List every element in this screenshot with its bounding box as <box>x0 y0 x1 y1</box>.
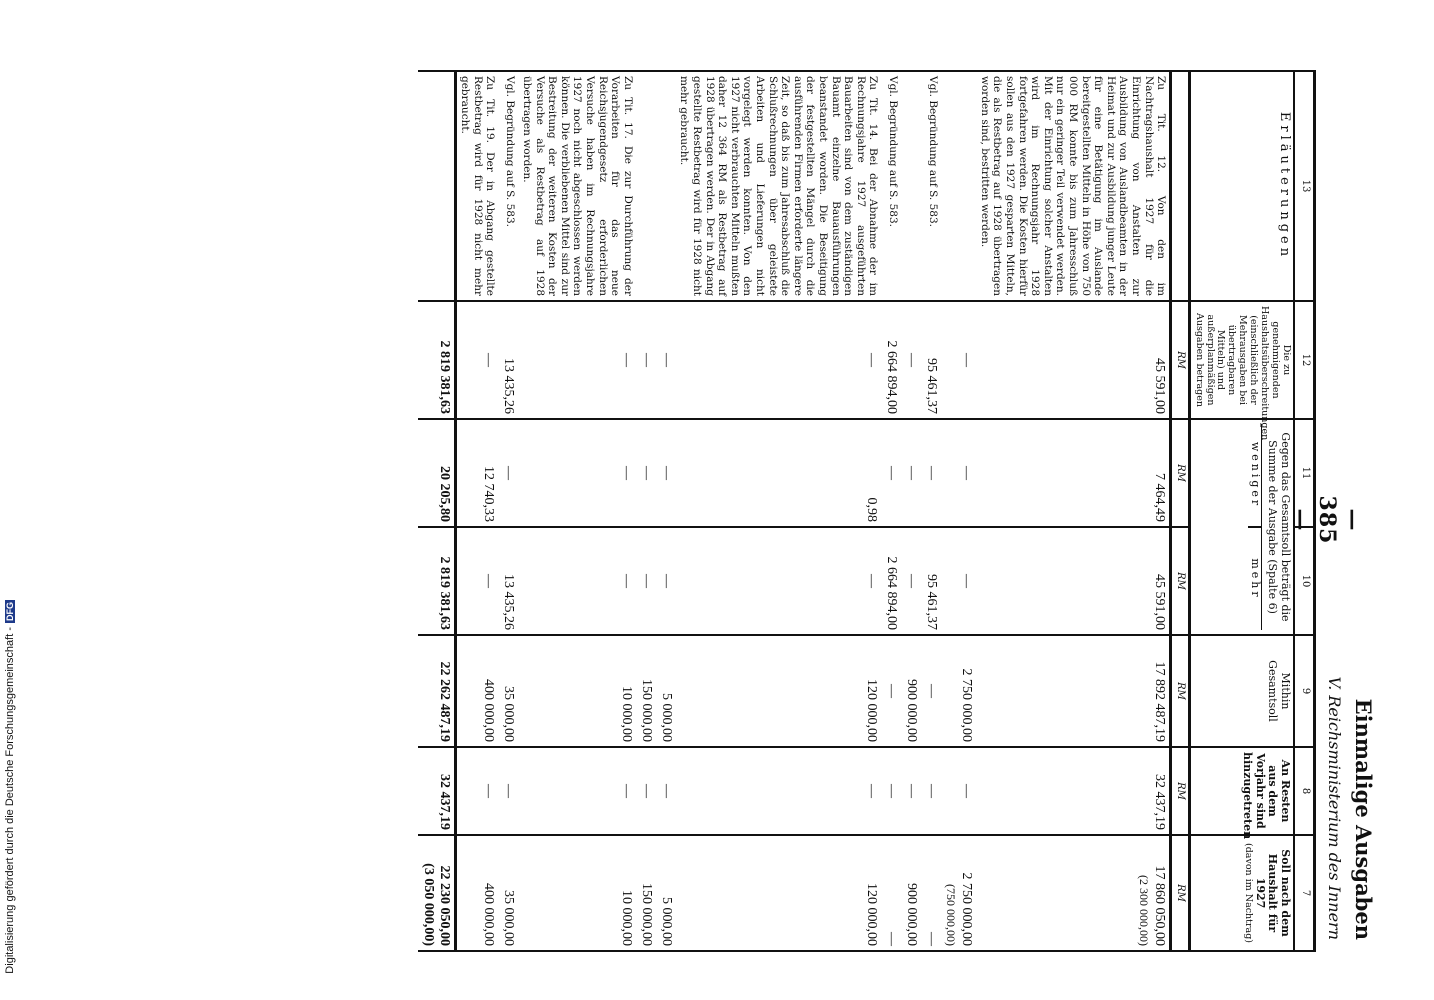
column-header-row <box>1189 71 1294 951</box>
unit-label: RM <box>1171 419 1190 527</box>
cell-mehr: 45 591,00 <box>976 527 1170 635</box>
cell-gesamtsoll: 400 000,00 <box>455 635 498 747</box>
table-row <box>901 71 921 951</box>
cell-reste: — <box>901 747 921 835</box>
cell-soll <box>881 835 901 951</box>
cell-ueberschreitung: — <box>518 301 635 419</box>
total-soll-nachtrag: (3 050 000,00) <box>420 863 436 946</box>
soll-nachtrag: (2 300 000,00) <box>1137 875 1152 946</box>
soll-nachtrag: (750 000,00) <box>944 884 959 946</box>
row-note <box>656 71 676 301</box>
unit-label: RM <box>1171 301 1190 419</box>
credit-text: Digitalisierung gefördert durch die Deutsche Forschungsgemeinschaft - <box>4 627 16 974</box>
row-note <box>941 71 976 301</box>
table-row <box>941 71 976 951</box>
header-soll-sub: (davon im Nachtrag) <box>1243 843 1255 943</box>
cell-reste: — <box>455 747 498 835</box>
page-subtitle: V. Reichsministerium des Innern <box>1325 676 1344 940</box>
cell-gesamtsoll: 17 892 487,19 <box>976 635 1170 747</box>
page-number: — 385 — <box>1288 495 1366 545</box>
cell-soll <box>941 835 976 951</box>
column-number: 13 <box>1294 71 1315 301</box>
cell-reste: — <box>921 747 941 835</box>
table-row <box>498 71 518 951</box>
soll-value: 2 750 000,00 <box>959 872 975 946</box>
total-row <box>418 71 456 951</box>
soll-value: 120 000,00 <box>864 883 880 946</box>
total-cell: 2 819 381,63 <box>418 527 456 635</box>
row-note: Vgl. Begründung auf S. 583. <box>498 71 518 301</box>
cell-ueberschreitung: — <box>656 301 676 419</box>
cell-weniger: — <box>518 419 635 527</box>
cell-mehr: — <box>656 527 676 635</box>
cell-mehr: — <box>518 527 635 635</box>
cell-weniger: 12 740,33 <box>455 419 498 527</box>
expenditure-table <box>418 70 1316 952</box>
column-number: 9 <box>1294 635 1315 747</box>
table-row <box>656 71 676 951</box>
header-mehr: mehr <box>1248 558 1262 600</box>
table-row <box>455 71 498 951</box>
column-numbers-row <box>1294 71 1315 951</box>
cell-weniger: — <box>921 419 941 527</box>
cell-reste: 32 437,19 <box>976 747 1170 835</box>
soll-value: 35 000,00 <box>501 890 517 946</box>
row-note: Zu Tit. 12. Von den im Nachtragshaushalt 1927 für die Einrichtung von Anstalten zur Ausbildung von Auslandbeamten in der Heimat und zur Ausbildung junger Leute für eine Betätigung im Auslande bereitgestellten Mitteln in Höhe von 750 000 RM konnte bis zum Jahresschluß nur ein geringer Teil verwendet werden. Mit der Einrichtung solcher Anstalten wird im Rechnungsjahr 1928 fortgefahren werden. Die Kosten hierfür sollen aus den 1927 gesparten Mitteln, die als Restbetrag auf 1928 übertragen worden sind, bestritten werden. <box>976 71 1170 301</box>
cell-ueberschreitung: 2 664 894,00 <box>881 301 901 419</box>
cell-gesamtsoll: 2 750 000,00 <box>941 635 976 747</box>
cell-soll <box>976 835 1170 951</box>
dfg-logo: DFG <box>5 602 15 621</box>
cell-weniger: — <box>901 419 921 527</box>
cell-ueberschreitung: — <box>455 301 498 419</box>
row-note: Zu Tit. 17. Die zur Durchführung der Vorarbeiten für das neue Reichsjugendgesetz erforderlichen Versuche haben im Rechnungsjahre 1927 noch nicht abgeschlossen werden können. Die verbliebenen Mittel sind zur Bestreitung der weiteren Kosten der Versuche als Restbetrag auf 1928 übertragen worden. <box>518 71 635 301</box>
column-number: 12 <box>1294 301 1315 419</box>
cell-mehr: — <box>941 527 976 635</box>
header-soll-title: Soll nach dem Haushalt für 1927 <box>1253 849 1292 937</box>
cell-mehr: — <box>455 527 498 635</box>
header-erlaeuterungen: Erläuterungen <box>1189 71 1294 301</box>
cell-weniger: — <box>498 419 518 527</box>
cell-gesamtsoll: 900 000,00 <box>901 635 921 747</box>
unit-label: RM <box>1171 635 1190 747</box>
cell-ueberschreitung: 13 435,26 <box>498 301 518 419</box>
header-soll <box>1189 835 1294 951</box>
cell-reste: — <box>676 747 882 835</box>
column-number: 8 <box>1294 747 1315 835</box>
units-row <box>1171 71 1190 951</box>
soll-value: 5 000,00 <box>658 897 674 946</box>
unit-label: RM <box>1171 835 1190 951</box>
cell-reste: — <box>941 747 976 835</box>
column-number: 10 <box>1294 527 1315 635</box>
table-row <box>976 71 1170 951</box>
cell-gesamtsoll: 35 000,00 <box>498 635 518 747</box>
unit-label: RM <box>1171 747 1190 835</box>
header-ueberschreitungen: Die zu genehmigenden Haushaltsüberschreitungen (einschließlich der Mehrausgaben bei übertragbaren Mitteln) und außerplanmäßigen Ausgaben betragen <box>1189 301 1294 419</box>
cell-gesamtsoll: 120 000,00 <box>676 635 882 747</box>
total-cell: 20 205,80 <box>418 419 456 527</box>
cell-mehr: — <box>636 527 656 635</box>
cell-gesamtsoll: 5 000,00 <box>656 635 676 747</box>
cell-soll <box>901 835 921 951</box>
cell-ueberschreitung: — <box>941 301 976 419</box>
footer-credit <box>4 600 16 990</box>
cell-reste: — <box>636 747 656 835</box>
cell-weniger: — <box>941 419 976 527</box>
total-cell: 22 262 487,19 <box>418 635 456 747</box>
table-row <box>676 71 882 951</box>
cell-ueberschreitung: — <box>901 301 921 419</box>
soll-value: 400 000,00 <box>481 883 497 946</box>
header-gesamtsoll: Mithin Gesamtsoll <box>1189 635 1294 747</box>
row-note: Zu Tit. 14. Bei der Abnahme der im Rechnungsjahre 1927 ausgeführten Bauarbeiten sind von dem zuständigen Bauamt einzelne Bauausführungen beanstandet worden. Die Beseitigung der festgestellten Mängel durch die ausführenden Firmen erforderte längere Zeit, so daß bis zum Jahresabschluß die Schlußrechnungen über geleistete Arbeiten und Lieferungen nicht vorgelegt werden konnten. Von den 1927 nicht verbrauchten Mitteln mußten daher 12 364 RM als Restbetrag auf 1928 übertragen werden. Der in Abgang gestellte Restbetrag wird für 1928 nicht mehr gebraucht. <box>676 71 882 301</box>
total-soll: 22 230 050,00 <box>436 865 452 946</box>
row-note: Vgl. Begründung auf S. 583. <box>881 71 901 301</box>
cell-gesamtsoll: — <box>921 635 941 747</box>
cell-mehr: 95 461,37 <box>921 527 941 635</box>
header-group-label: Gegen das Gesamtsoll beträgt die Summe der Ausgabe (Spalte 6) <box>1266 432 1292 622</box>
soll-value: 17 860 050,00 <box>1152 865 1168 946</box>
cell-weniger: 0,98 <box>676 419 882 527</box>
cell-gesamtsoll: 150 000,00 <box>636 635 656 747</box>
header-weniger: weniger <box>1248 424 1261 528</box>
cell-reste: — <box>498 747 518 835</box>
soll-value: 900 000,00 <box>904 883 920 946</box>
cell-mehr: — <box>901 527 921 635</box>
cell-gesamtsoll: — <box>881 635 901 747</box>
table-row <box>636 71 656 951</box>
cell-soll <box>656 835 676 951</box>
cell-ueberschreitung: 45 591,00 <box>976 301 1170 419</box>
cell-weniger: — <box>881 419 901 527</box>
cell-mehr: 13 435,26 <box>498 527 518 635</box>
table-row <box>518 71 635 951</box>
row-note: Vgl. Begründung auf S. 583. <box>921 71 941 301</box>
total-cell: 2 819 381,63 <box>418 301 456 419</box>
soll-value: — <box>924 932 940 946</box>
soll-value: 10 000,00 <box>618 890 634 946</box>
page-title: Einmalige Ausgaben <box>1351 698 1376 940</box>
total-cell <box>418 835 456 951</box>
total-cell: 32 437,19 <box>418 747 456 835</box>
cell-soll <box>518 835 635 951</box>
cell-soll <box>636 835 656 951</box>
cell-weniger: — <box>656 419 676 527</box>
cell-soll <box>455 835 498 951</box>
cell-weniger: 7 464,49 <box>976 419 1170 527</box>
header-gegen-gesamtsoll <box>1189 419 1294 635</box>
cell-soll <box>676 835 882 951</box>
soll-value: — <box>884 932 900 946</box>
soll-value: 150 000,00 <box>638 883 654 946</box>
cell-mehr: 2 664 894,00 <box>881 527 901 635</box>
cell-reste: — <box>656 747 676 835</box>
unit-label: RM <box>1171 527 1190 635</box>
cell-soll <box>498 835 518 951</box>
cell-reste: — <box>881 747 901 835</box>
cell-ueberschreitung: — <box>676 301 882 419</box>
table-row <box>921 71 941 951</box>
column-number: 7 <box>1294 835 1315 951</box>
cell-reste: — <box>518 747 635 835</box>
cell-ueberschreitung: 95 461,37 <box>921 301 941 419</box>
cell-mehr: — <box>676 527 882 635</box>
row-note: Zu Tit. 19. Der in Abgang gestellte Restbetrag wird für 1928 nicht mehr gebraucht. <box>455 71 498 301</box>
row-note <box>901 71 921 301</box>
cell-gesamtsoll: 10 000,00 <box>518 635 635 747</box>
header-reste: An Resten aus dem Vorjahr sind hinzugetreten <box>1189 747 1294 835</box>
table-row <box>881 71 901 951</box>
cell-soll <box>921 835 941 951</box>
row-note <box>636 71 656 301</box>
cell-ueberschreitung: — <box>636 301 656 419</box>
cell-weniger: — <box>636 419 656 527</box>
column-number: 11 <box>1294 419 1315 527</box>
